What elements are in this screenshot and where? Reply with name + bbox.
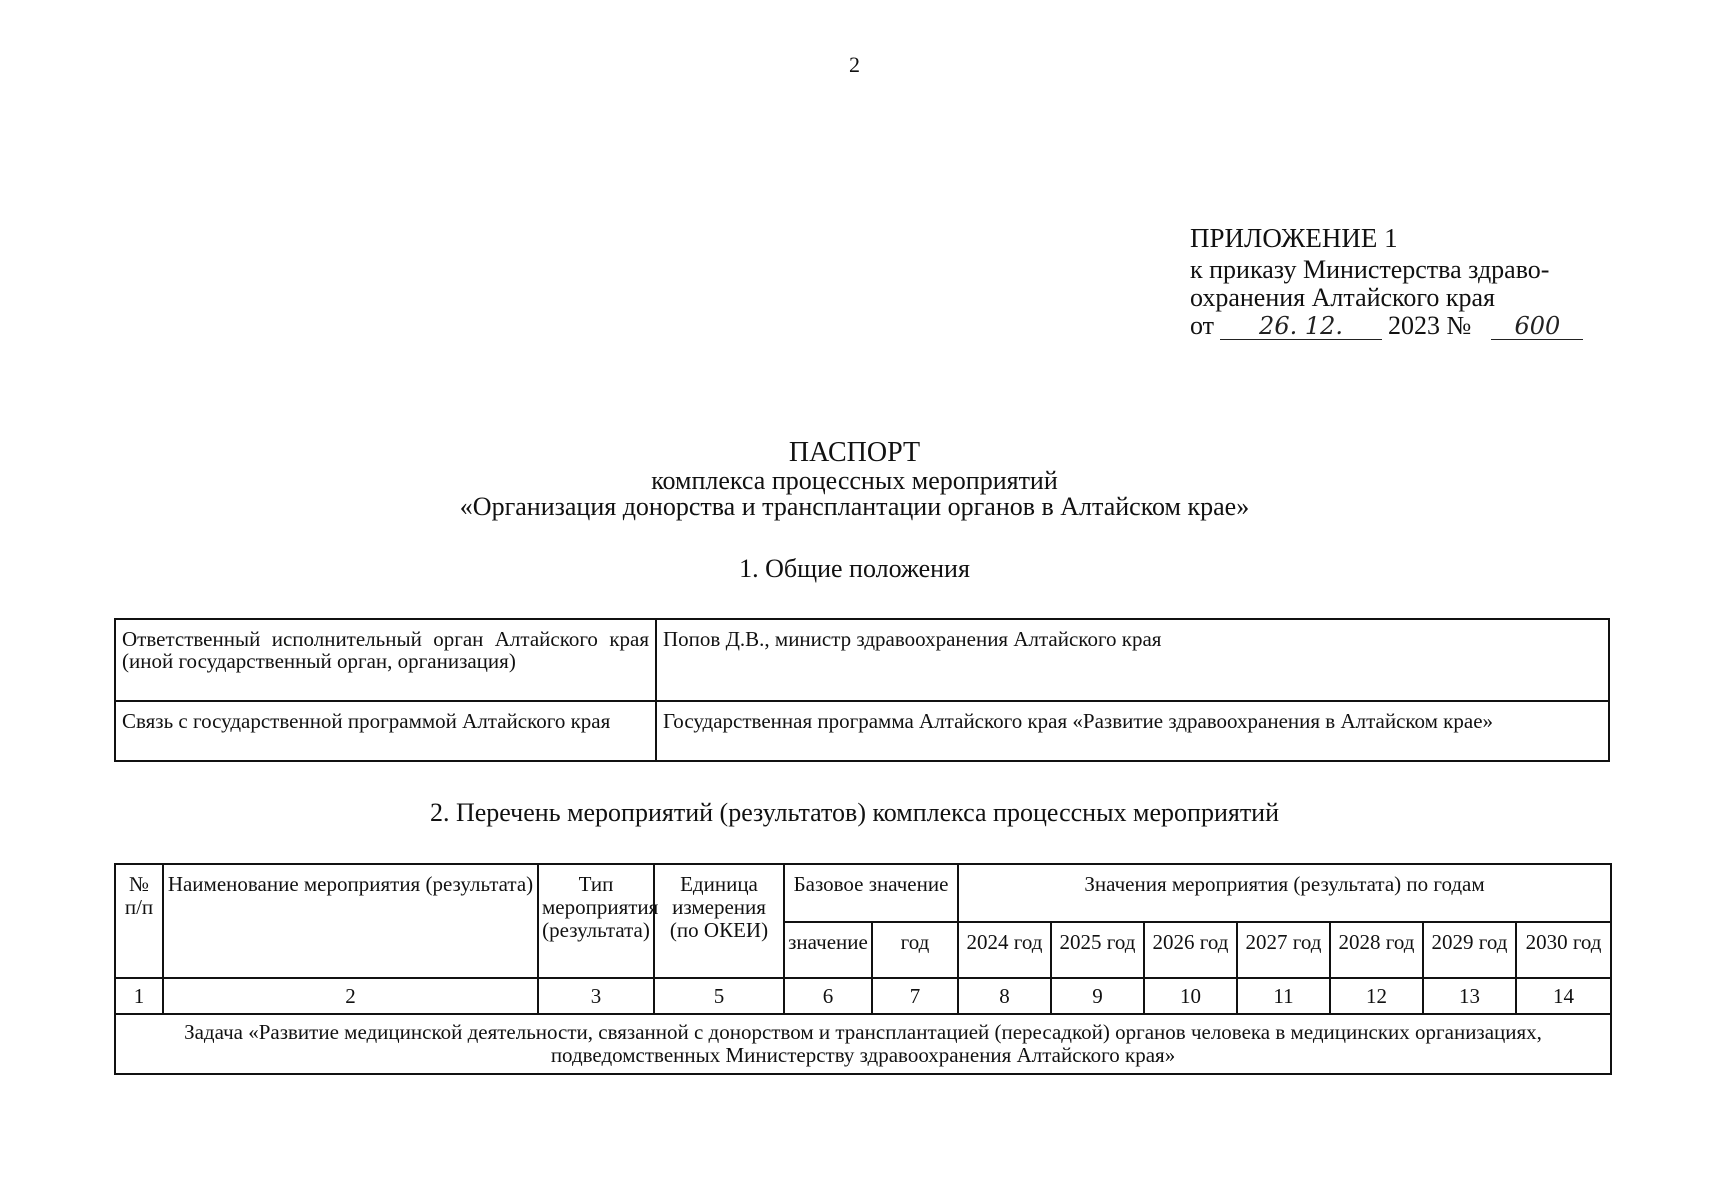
index-cell: 5 [654, 978, 784, 1014]
appendix-block [1190, 224, 1670, 340]
appendix-line-1: к приказу Министерства здраво- [1190, 255, 1550, 284]
passport-title: ПАСПОРТ [788, 437, 921, 468]
col-year-2029: 2029 год [1423, 922, 1516, 978]
appendix-date-line [1190, 312, 1670, 340]
handwritten-date: 26. 12. [1220, 313, 1382, 340]
col-years-group-header: Значения мероприятия (результата) по годам [958, 864, 1611, 922]
index-cell: 9 [1051, 978, 1144, 1014]
col-year-2030: 2030 год [1516, 922, 1611, 978]
col-year-2026: 2026 год [1144, 922, 1237, 978]
section-1-heading: 1. Общие положения [739, 554, 970, 583]
handwritten-order-number: 600 [1491, 313, 1583, 340]
table-row [115, 701, 1609, 761]
appendix-line-2: охранения Алтайского края [1190, 283, 1496, 312]
appendix-title: ПРИЛОЖЕНИЕ 1 [1190, 223, 1398, 253]
index-cell: 11 [1237, 978, 1330, 1014]
col-year-2025: 2025 год [1051, 922, 1144, 978]
index-cell: 3 [538, 978, 654, 1014]
responsible-body-value: Попов Д.В., министр здравоохранения Алтайского края [656, 619, 1609, 701]
task-description: Задача «Развитие медицинской деятельности, связанной с донорством и трансплантацией (пересадкой) органов человека в медицинских организациях, подведомственных Министерству здравоохранения Алтайского края» [115, 1014, 1611, 1074]
index-cell: 14 [1516, 978, 1611, 1014]
index-cell: 1 [115, 978, 163, 1014]
header-row-1 [115, 864, 1611, 922]
task-row [115, 1014, 1611, 1074]
col-base-header: Базовое значение [784, 864, 958, 922]
col-year-2024: 2024 год [958, 922, 1051, 978]
index-cell: 6 [784, 978, 872, 1014]
passport-subtitle: комплекса процессных мероприятий [651, 466, 1058, 495]
col-num-header: № п/п [115, 864, 163, 978]
passport-name: «Организация донорства и трансплантации органов в Алтайском крае» [459, 492, 1250, 521]
col-base-year-header: год [872, 922, 958, 978]
program-link-value: Государственная программа Алтайского края «Развитие здравоохранения в Алтайском крае» [656, 701, 1609, 761]
general-provisions-table [114, 618, 1610, 762]
passport-header [0, 438, 1709, 520]
from-label: от [1190, 311, 1215, 340]
col-year-2027: 2027 год [1237, 922, 1330, 978]
order-year: 2023 № [1388, 311, 1472, 340]
responsible-body-label: Ответственный исполнительный орган Алтайского края (иной государственный орган, организация) [115, 619, 656, 701]
col-year-2028: 2028 год [1330, 922, 1423, 978]
index-cell: 7 [872, 978, 958, 1014]
section-2-heading: 2. Перечень мероприятий (результатов) комплекса процессных мероприятий [429, 798, 1280, 827]
column-index-row [115, 978, 1611, 1014]
col-unit-header: Единица измерения (по ОКЕИ) [654, 864, 784, 978]
col-name-header: Наименование мероприятия (результата) [163, 864, 538, 978]
index-cell: 12 [1330, 978, 1423, 1014]
col-type-header: Тип мероприятия (результата) [538, 864, 654, 978]
table-row [115, 619, 1609, 701]
page-number: 2 [849, 52, 860, 77]
index-cell: 8 [958, 978, 1051, 1014]
index-cell: 10 [1144, 978, 1237, 1014]
program-link-label: Связь с государственной программой Алтайского края [115, 701, 656, 761]
events-table [114, 863, 1612, 1075]
index-cell: 2 [163, 978, 538, 1014]
index-cell: 13 [1423, 978, 1516, 1014]
col-base-value-header: значение [784, 922, 872, 978]
